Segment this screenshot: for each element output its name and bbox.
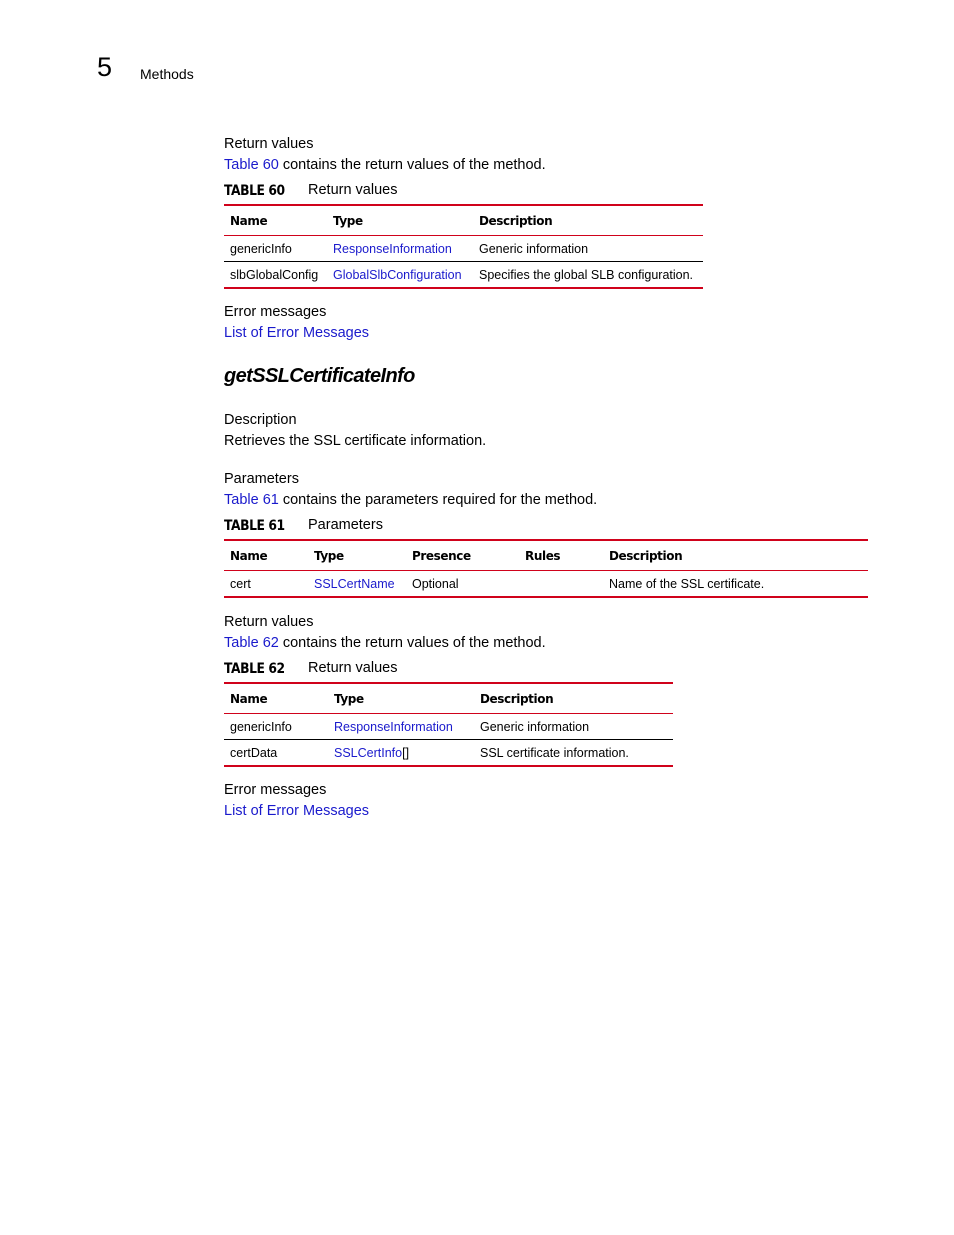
table-60-intro	[224, 157, 546, 173]
method-title: getSSLCertificateInfo	[224, 365, 415, 387]
intro-text: contains the return values of the method.	[278, 635, 546, 651]
col-header-type: Type	[308, 540, 406, 571]
col-header-name: Name	[224, 683, 328, 714]
cell-type-link[interactable]: ResponseInformation	[327, 236, 473, 262]
col-header-name: Name	[224, 540, 308, 571]
intro-text: contains the parameters required for the method.	[278, 492, 598, 508]
col-header-description: Description	[603, 540, 868, 571]
col-header-rules: Rules	[519, 540, 603, 571]
col-header-type: Type	[328, 683, 474, 714]
col-header-name: Name	[224, 205, 327, 236]
chapter-title: Methods	[140, 66, 194, 82]
cell-name: slbGlobalConfig	[224, 262, 327, 289]
error-messages-link[interactable]: List of Error Messages	[224, 325, 370, 341]
table-62-intro	[224, 635, 546, 651]
caption-text: Return values	[308, 182, 398, 198]
table-row	[224, 740, 673, 767]
cell-description: Specifies the global SLB configuration.	[473, 262, 703, 289]
type-suffix: []	[402, 745, 410, 760]
table-row	[224, 571, 868, 598]
type-link[interactable]: ResponseInformation	[334, 719, 453, 734]
caption-text: Return values	[308, 660, 398, 676]
cell-description: SSL certificate information.	[474, 740, 673, 767]
caption-label: TABLE 61	[224, 518, 285, 534]
return-values-heading: Return values	[224, 136, 314, 152]
error-messages-heading: Error messages	[224, 304, 327, 320]
cell-description: Generic information	[474, 714, 673, 740]
table-61-intro	[224, 492, 597, 508]
table-row	[224, 236, 703, 262]
col-header-description: Description	[473, 205, 703, 236]
cell-name: genericInfo	[224, 236, 327, 262]
chapter-number: 5	[97, 52, 113, 82]
cell-name: cert	[224, 571, 308, 598]
type-link[interactable]: SSLCertInfo	[334, 745, 403, 760]
table-row	[224, 262, 703, 289]
error-messages-link[interactable]: List of Error Messages	[224, 803, 370, 819]
col-header-type: Type	[327, 205, 473, 236]
col-header-description: Description	[474, 683, 673, 714]
table-60-caption	[224, 182, 295, 200]
table-61	[224, 539, 868, 598]
col-header-presence: Presence	[406, 540, 519, 571]
return-values-heading: Return values	[224, 614, 314, 630]
error-messages-heading: Error messages	[224, 782, 327, 798]
cell-type-link[interactable]: GlobalSlbConfiguration	[327, 262, 473, 289]
caption-label: TABLE 62	[224, 661, 285, 677]
cell-description: Generic information	[473, 236, 703, 262]
table-61-link[interactable]: Table 61	[224, 492, 279, 508]
cell-type-link[interactable]: SSLCertName	[308, 571, 406, 598]
table-row	[224, 714, 673, 740]
table-62-caption	[224, 660, 295, 678]
table-62-link[interactable]: Table 62	[224, 635, 279, 651]
table-61-caption	[224, 517, 295, 535]
table-60	[224, 204, 703, 289]
caption-label: TABLE 60	[224, 183, 285, 199]
parameters-heading: Parameters	[224, 471, 299, 487]
table-60-link[interactable]: Table 60	[224, 157, 279, 173]
cell-name: genericInfo	[224, 714, 328, 740]
cell-type	[328, 740, 474, 767]
description-text: Retrieves the SSL certificate information.	[224, 433, 487, 449]
cell-description: Name of the SSL certificate.	[603, 571, 868, 598]
cell-type	[328, 714, 474, 740]
table-62	[224, 682, 673, 767]
cell-rules	[519, 571, 603, 598]
cell-name: certData	[224, 740, 328, 767]
description-heading: Description	[224, 412, 297, 428]
intro-text: contains the return values of the method.	[278, 157, 546, 173]
cell-presence: Optional	[406, 571, 519, 598]
caption-text: Parameters	[308, 517, 383, 533]
